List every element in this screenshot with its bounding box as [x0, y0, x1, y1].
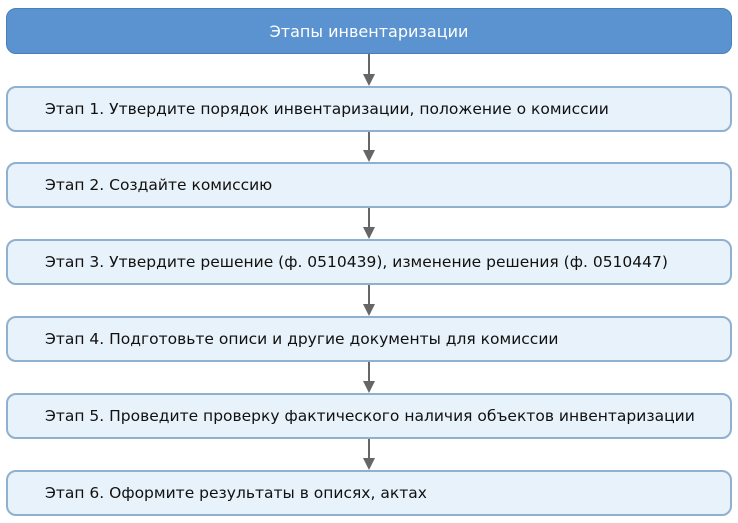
diagram-title-text: Этапы инвентаризации [269, 21, 469, 41]
step-4-label: Этап 4. Подготовьте описи и другие документы для комиссии [45, 330, 559, 348]
step-5 [6, 393, 732, 439]
arrow-connector [362, 285, 376, 316]
step-1-label: Этап 1. Утвердите порядок инвентаризации, положение о комиссии [45, 100, 609, 118]
step-2-label: Этап 2. Создайте комиссию [45, 176, 273, 194]
arrow-connector [362, 54, 376, 86]
step-3 [6, 239, 732, 285]
step-6 [6, 470, 732, 516]
arrow-connector [362, 208, 376, 239]
arrow-connector [362, 439, 376, 470]
step-6-label: Этап 6. Оформите результаты в описях, актах [45, 484, 427, 502]
step-1 [6, 86, 732, 132]
step-4 [6, 316, 732, 362]
step-3-label: Этап 3. Утвердите решение (ф. 0510439), изменение решения (ф. 0510447) [45, 253, 668, 271]
arrow-connector [362, 362, 376, 393]
step-2 [6, 162, 732, 208]
diagram-title [6, 8, 732, 54]
arrow-connector [362, 132, 376, 162]
step-5-label: Этап 5. Проведите проверку фактического наличия объектов инвентаризации [45, 407, 695, 425]
